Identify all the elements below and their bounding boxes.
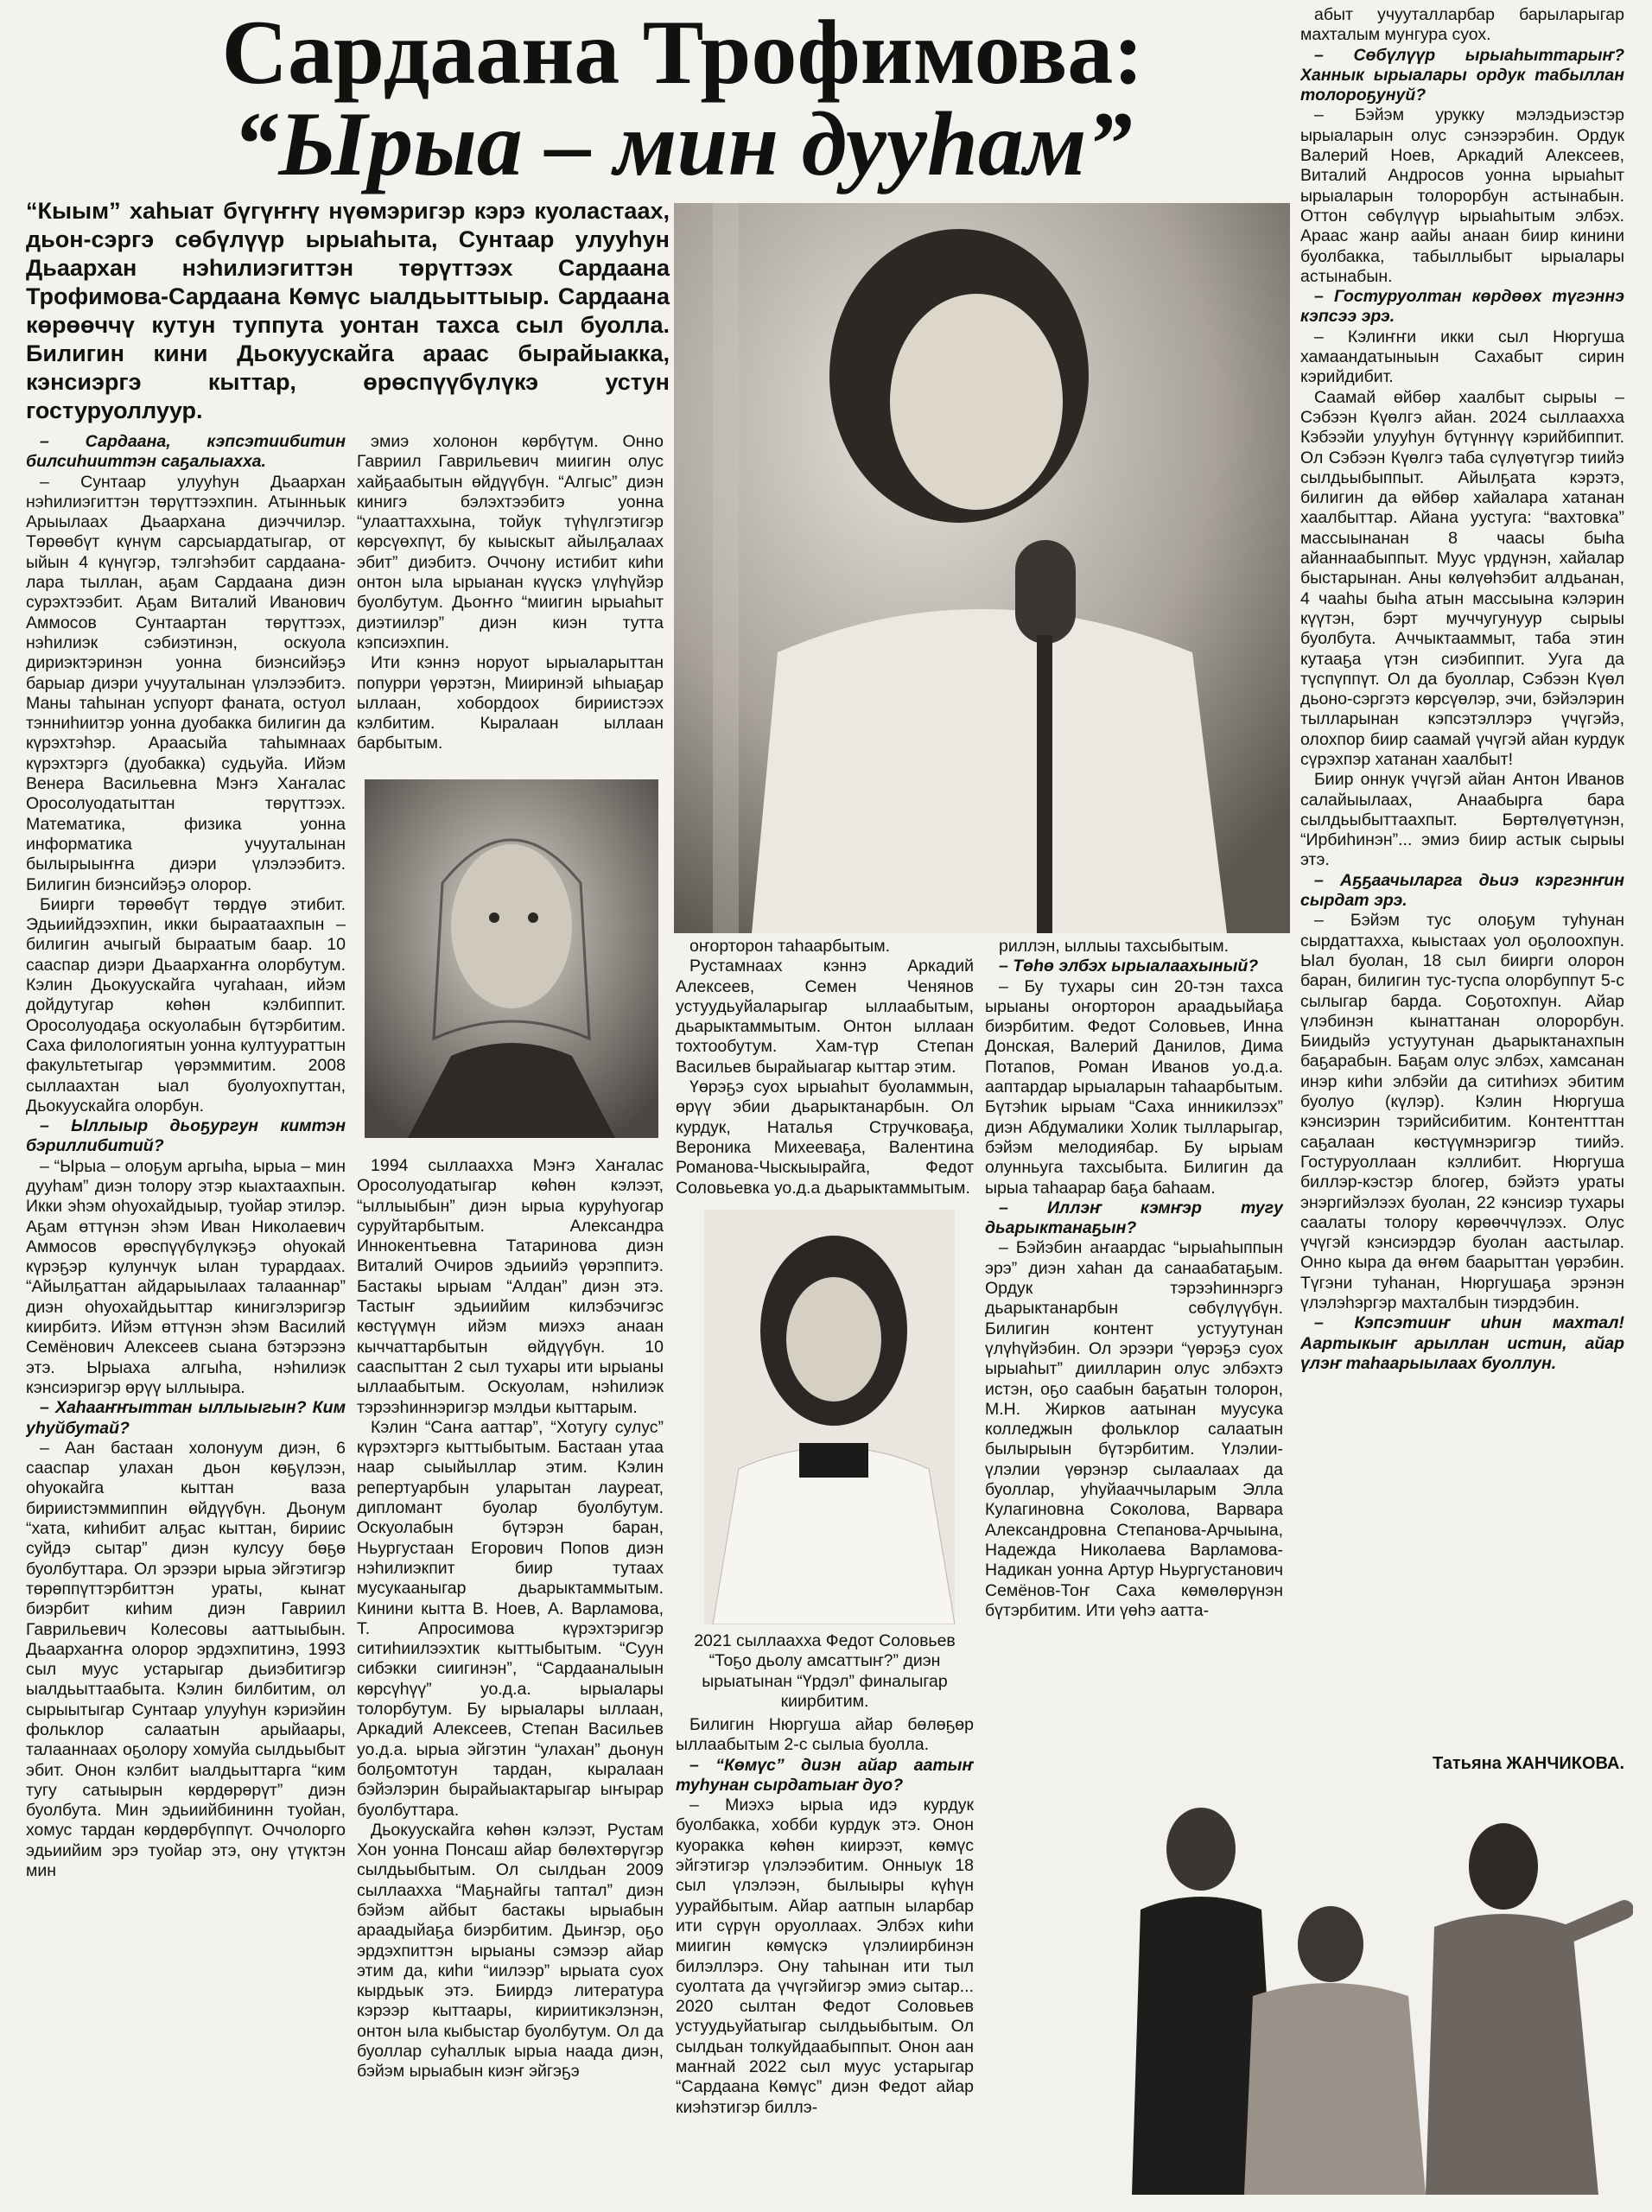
article-paragraph: оҥорторон таһаарбытым. [689,937,891,956]
interview-question: – Ыллыыр дьоҕургун кимтэн бэриллибитий? [26,1116,346,1156]
interview-question: – Иллэҥ кэмҥэр тугу дьарыктанаҕын? [985,1198,1283,1238]
portrait-veil-illustration [365,779,658,1138]
article-paragraph: – Сунтаар улууһун Дьаархан нэһилиэгиттэн төрүттээхпин. Атынньык Арыылаах Дьаархана диэччилэр. Төрөөбүт күнүм сарсыардатыгар, от ыйын 4 күнүгэр, тэлгэһэбит сардааналара тыллан, аҕам Сардаана диэн сурэхтээбит. Аҕам Виталий Иванович Аммосов Сунтаартан төрүттээх, нэһилиэк сэбиэтинэн, оскуола дириэктэринэн уонна биэнсийэҕэ барыар диэри учууталынан үлэлээбитэ. Маны таһынан успуорт фаната, остуол тэнниһиитэр уонна дуобакка билигин да күрэхтэһэр. Араасыйа таһымнаах күрэхтэргэ (дуобакка) судьуйа. Ийэм Венера Васильевна Мэҥэ Хаҥалас Оросолуодатыттан төрүттээх. Математика, физика уонна информатика учууталынан былырыыҥҥа диэри үлэлээбитэ. Билигин биэнсийэҕэ олорор. [26,472,346,894]
article-paragraph: – Аан бастаан холонуум диэн, 6 сааспар улахан дьон көҕүлээн, оһуокайга кыттан ваза бириистэммиппин өйдүүбүн. Дьонум “хата, киһибит алҕас кыттан, бириис суйдэ сытар” диэн кулсуу бөҕө буолбуттара. Ол эрээри ырыа эйгэтигэр төрөппүттэрбиттэн ураты, кынат биэрбит киһим диэн Гавриил Гаврильевич Колесовы ааттыыбын. Дьаархаҥҥа олорор эрдэхпитинэ, 1993 сыл муус устарыгар дьиэбитигэр ыалдьыттаабыта. Кэлин билбитим, ол сырыытыгар Сунтаар улууһун кэриэйин фольклор салаатын арыйаары, талааннаах оҕолору хомуйа сылдьыбыт эбит. Онон кэлбит ыалдьыттарга “ким тугу сатыырын көрдөрөрүт” диэн буолбута. Мин эдьиийбининн туойан, хомус тардан көрдөрбүппүт. Оччолорго эдьиийим эрэ туойар этэ, ону үтүктэн мин [26,1438,346,1881]
article-paragraph: – Бэйэбин аҥаардас “ырыаһыппын эрэ” диэн хаһан да санаабатаҕым. Ордук тэрээһиннэргэ дьарыктанарбын сөбүлүүбүн. Билигин контент устуутунан үлүһүйэбин. Ол эрээри “үөрэҕэ суох ырыаһыт” диилларин олус элбэхтэ истэн, оҕо саабын баҕатын толорон, М.Н. Жирков аатынан муусука колледжын фольклор салаатын былырыын бүтэрбитим. Үлэлии-үлэлии үөрэнэр сылаалаах да буоллар, уһуйааччыларым Элла Кулагиновна Соколова, Варвара Александровна Степанова-Арчыына, Надежда Николаева Варламова-Надикан уонна Артур Ньургустанович Семёнов-Тоҥ Саха көмөлөрүнэн бүтэрбитим. Ити үөһэ аатта- [985,1238,1283,1620]
article-paragraph: – “Ырыа – олоҕум аргыһа, ырыа – мин дууһам” диэн толору этэр кыахтаахпын. Икки эһэм оһуохайдыыр, туойар этилэр. Аҕам өттүнэн эһэм Иван Николаевич Аммосов өрөспүүбүлүкэҕэ оһуокай күрэҕэр кулунчук ылан турардаах. “Айылҕаттан айдарыылаах талааннар” диэн оһуохайдьыттар кинигэлэригэр киирбитэ. Ийэм өттүнэн эһэм Василий Семёнович Алексеев сыана бэтэрээнэ этэ. Ырыаха алгыһа, нэһилиэк кэнсиэригэр өрүү ыллыыра. [26,1156,346,1397]
interview-question: – Төһө элбэх ырыалаахыный? [999,957,1259,976]
article-paragraph: Билигин Нюргуша айар бөлөҕөр ыллаабытым 2-с сылыа буолла. [676,1715,974,1755]
group-illustration [1080,1789,1633,2195]
article-paragraph: Кэлин “Саҥа ааттар”, “Хотугу сулус” күрэхтэргэ кыттыбытым. Бастаан утаа наар сыыйыллар этим. Кэлин репертуарбын уларытан лауреат, дипломант буолар буолбутум. Оскуолабын бүтэрэн баран, Ньургустаан Егорович Попов диэн нэһилиэкпит биир тутаах мусукааныгар дьарыктаммытым. Кинини кытта В. Ноев, А. Варламова, Т. Апросимова күрэхтэригэр ситиһиилээхтик кыттыбытым. “Суун сибэкки сиигинэн”, “Сардааналыын көрсүһүү” уо.д.а. ырыалары толорбутум. Бу ырыалары ыллаан, Аркадий Алексеев, Степан Васильев уо.д.а. ырыа эйгэтин “улахан” дьонун болҕомтотун тардан, кыралаан бэйэлэрин бырайыактарыгар ыҥырар буолбуттара. [357,1417,664,1820]
portrait-photo-veil [365,779,658,1138]
article-paragraph: Биирги төрөөбүт төрдүө этибит. Эдьиийдээхпин, икки быраатаахпын – билигин ачыгый быраатым баар. 10 сааспар диэри Дьаархаҥҥа олорбутум. Кэлин Дьокуускайга чугаһаан, ийэм дойдутугар көһөн кэлбиппит. Оросолуодаҕа оскуолабын бүтэрбитим. Саха филологиятын уонна култуураттын факультетыгар үөрэммитим. 2008 сыллаахтан ыал буолуохпуттан, Дьокуускайга олорбун. [26,894,346,1116]
column-3-lower [676,1715,974,2199]
column-5 [1300,5,1624,1751]
column-2-top [357,432,664,769]
interview-question: – “Көмүс” диэн айар аатыҥ туһунан сырдатыаҥ дуо? [676,1755,974,1795]
article-paragraph: – Бэйэм тус олоҕум туһунан сырдаттахха, кыыстаах уол оҕолоохпун. Ыал буолан, 18 сыл биирги олорон баран, билигин тус-туспа олорбуппут 5-с сылыгар барда. Соҕотохпун. Айар үлэбинэн кынаттанан олорорбун. Биидыйэ устуутунан дьарыктанахпын баҕарабын. Баҕам олус элбэх, хамсанан инэр киһи элбэйи да ситиһиэх эбитим буолуо (күлэр). Кэлин Нюргуша кэнсиэрин тэрийсибитим. Контентттан саҕалаан көстүүмнэригэр тиийэ. Гостуруоллаан кэллибит. Нюргуша биллэр-кэстэр блогер, бэйэтэ ураты энэргийэлээх буолан, 22 кэнсиэр тухары саалаты толору көрөөччүлээх. Олус үчүгэй кэнсиэрдэр буолан аастылар. Онно кыра да өҥөм баарыттан үөрэбин. Түгэни туһанан, Нюргушаҕа эрэнэн үлэлэһэргэр махталбын тиэрдэбин. [1300,911,1624,1313]
article-paragraph: Үөрэҕэ суох ырыаһыт буоламмын, өрүү эбии дьарыктанарбын. Ол курдук, Наталья Стручковаҕа, Вероника Михееваҕа, Валентина Романова-Чыскыырайга, Федот Соловьевка уо.д.а дьарыктаммытым. [676,1077,974,1196]
column-4 [985,937,1283,1749]
article-paragraph: – Бу тухары син 20-тэн тахса ырыаны оҥорторон араадьыйаҕа биэрбитим. Федот Соловьев, Инна Донская, Валерий Данилов, Дима Потапов, Роман Иванов уо.д.а. ааптардар ырыаларын таһаарбытым. Бүтэһик ырыам “Саха инникилээх” диэн Абдумалики Холик тылларыгар, бэйэм мелодиябар. Бу ырыам олунньуга тахсыбыта. Билигин да ырыа таһаарар баҕа баһаам. [985,976,1283,1198]
headline-name: Сардаана Трофимова: [221,2,1144,103]
woman-white-illustration [704,1210,955,1624]
column-3-top [676,937,974,1196]
interview-question: – Сардаана, кэпсэтиибитин билсиһииттэн саҕалыахха. [26,432,346,472]
article-paragraph: абыт учууталларбар барыларыгар махталым мунгура суох. [1300,5,1624,45]
singer-microphone-illustration [674,203,1290,933]
interview-question: – Хаһааҥҥыттан ыллыыгын? Ким уһуйбутай? [26,1398,346,1438]
article-paragraph: эмиэ холонон көрбүтүм. Онно Гавриил Гаврильевич миигин олус хайҕаабытын өйдүүбүн. “Алгыс” диэн кинигэ бэлэхтээбитэ уонна “улааттаххына, тойук түһүлгэтигэр көрсүөхпүт, бу кыыскыт айылҕалаах эбит” диэбитэ. Оччону истибит киһи онтон ыла ырыанан күүскэ үлүһүйэр буолбутум. Дьоҥҥо “миигин ырыаһыт диэтиилэр” диэн киэн тутта кэпсиэхпин. [357,432,664,652]
interview-question: – Гостуруолтан көрдөөх түгэннэ кэпсээ эрэ. [1300,287,1624,327]
main-photo-microphone [674,203,1290,933]
article-paragraph: Биир оннук үчүгэй айан Антон Иванов салайыылаах, Анаабырга бара сылдьыбыттаахпыт. Бөртөлүөтүнэн, “Ирбиһинэн”... эмиэ биир астык сырыы этэ. [1300,770,1624,870]
article-paragraph: 1994 сыллаахха Мэҥэ Хаҥалас Оросолуодатыгар көһөн кэлээт, “ыллыыбын” диэн ырыа куруһуогар суруйтарбытым. Александра Иннокентьевна Татаринова диэн Виталий Очиров эдьиийэ үөрэппитэ. Бастакы ырыам “Алдан” диэн этэ. Тастыҥ эдьиийим килэбэчигэс көстүүмүн ийэм миэхэ анаан кыччаттарбытын өйдүүбүн. 10 сааспыттан 2 сыл тухары ити ырыаны ыллаабытым. Оскуолам, нэһилиэк тэрээһиннэригэр мэлдьи кыттарым. [357,1156,664,1417]
interview-question: – Сөбүлүүр ырыаһыттарыҥ? Ханнык ырыалары ордук табыллан толороҕунуй? [1300,45,1624,105]
lead-paragraph: “Кыым” хаһыат бүгүҥҥү нүөмэригэр кэрэ куоластаах, дьон-сэргэ сөбүлүүр ырыаһыта, Сунтаар улууһун Дьаархан нэһилиэгиттэн төрүттээх Сардаана Трофимова-Сардаана Көмүс ыалдьыттыыр. Сардаана көрөөччү кутун туппута уонтан тахса сыл буолла. Билигин кини Дьокуускайга араас бырайыакка, кэнсиэргэ кыттар, өрөспүүбүлүкэ устун гостуруоллуур. [26,198,670,423]
interview-question: – Аҕҕаачыларга дьиэ кэргэнҥин сырдат эрэ. [1300,870,1624,911]
group-photo-three-performers [1080,1789,1633,2195]
column-1 [26,432,346,2199]
column-2-lower [357,1156,664,2197]
article-paragraph: риллэн, ыллыы тахсыбытым. [999,937,1229,956]
byline: Татьяна ЖАНЧИКОВА. [1433,1754,1624,1773]
interview-question: – Кэпсэтииҥ иһин махтал! Аартыкыҥ арыллан истин, айар үлэҥ таһаарыылаах буоллун. [1300,1313,1624,1373]
article-paragraph: Рустамнаах кэннэ Аркадий Алексеев, Семен Ченянов устуудьуйаларыгар ыллаабытым, дьарыктаммытым. Онтон ыллаан тохтообутум. Хам-түр Степан Васильев бырайыагар кыттар этим. [676,957,974,1077]
article-paragraph: Ити кэннэ норуот ырыаларыттан попурри үөрэтэн, Мииринэй ыһыаҕар ыллаан, хобордоох бириистээх кэлбитим. Кыралаан ыллаан барбытым. [357,653,664,753]
article-paragraph: Дьокуускайга көһөн кэлээт, Рустам Хон уонна Понсаш айар бөлөхтөрүгэр сылдьыбытым. Ол сылдьан 2009 сыллаахха “Маҕнайгы таптал” диэн бэйэм айбыт бастакы ырыабын араадыйаҕа биэрбитим. Дьиҥэр, оҕо эрдэхпиттэн ырыаны сэмээр айар этим да, киһи “иилээр” ырыата суох кырдьык этэ. Биирдэ литература кэрээр кыттаары, кириитикэлэнэн, онтон ыла кыбыстар буолбутум. Ол да буоллар суһаллык ырыа наада диэн, бэйэм ырыабын киэҥ эйгэҕэ [357,1820,664,2082]
article-paragraph: Саамай өйбөр хаалбыт сырыы – Сэбээн Күөлгэ айан. 2024 сыллаахха Кэбээйи улууһун бүтүннүү кэрийбиппит. Ол Сэбээн Күөлгэ таба сүлүөтүгэр тиийэ сылдьыбыппыт. Айылҕата кэрэтэ, билигин да өйбөр хайалара хатанан хаалбыттар. Айана уустуга: “вахтовка” массыынанан 8 чаасы быһа айаннаабыппыт. Муус үрдүнэн, хайалар быстарынан. Аны көлүөһэбит алдьанан, 4 чааһы быһа атын массыына кэлэрин күүтэн, бэрт муччугунуур сырыы буолбута. Аччыктааммыт, таба этин кутааҕа үтэн сиэбиппит. Ууга да түспүппүт. Ол да буоллар, Сэбээн Күөл дьоно-сэргэтэ көрсүөлэр, эчи, бэйэлэрин тылларынан кэпсэтэллэрэ үчүгэйэ, олохпор биир саамай үчүгэй айан курдук сүрэхпэр хатанан хаалбыт! [1300,387,1624,769]
article-paragraph: – Кэлиҥҥи икки сыл Нюргуша хамаандатыныын Сахабыт сирин кэрийдибит. [1300,327,1624,387]
article-paragraph: – Миэхэ ырыа идэ курдук буолбакка, хобби курдук этэ. Онон куоракка көһөн киирээт, көмүс эйгэтигэр үлэлээбитим. Онныук 18 сыл үлэлээн, былыыры күһүн уурайбытым. Айар аатпын ыларбар ити сүрүн оруоллаах. Элбэх киһи миигин көмүскэ үлэлиирбинэн билэллэрэ. Ону таһынан ити тыл суолтата да үчүгэйигэр эмиэ сытар... 2020 сылтан Федот Соловьев устуудьуйатыгар сылдьыбытым. Ол сылдьан толкуйдаабыппыт. Онон аан маҥнай 2022 сыл муус устарыгар “Сардаана Көмүс” диэн Федот айар киэһэтигэр биллэ- [676,1796,974,2117]
article-paragraph: – Бэйэм урукку мэлэдьиэстэр ырыаларын олус сэнээрэбин. Ордук Валерий Ноев, Аркадий Алексеев, Виталий Андросов уонна ырыаһыт ырыаларын толорорбун астынабын. Оттон сөбүлүүр ырыаһытым элбэх. Араас жанр аайы анаан биир кинини буолбакка, табыллыбыт ырыалары астынабын. [1300,105,1624,286]
photo-caption-2021: 2021 сыллаахха Федот Соловьев “Тоҕо дьолу амсаттыҥ?” диэн ырыатынан “Үрдэл” финалыгар киирбитим. [694,1631,956,1711]
photo-woman-white-dress [704,1210,955,1624]
headline-quote: “Ырыа – мин дууһам” [232,93,1133,194]
